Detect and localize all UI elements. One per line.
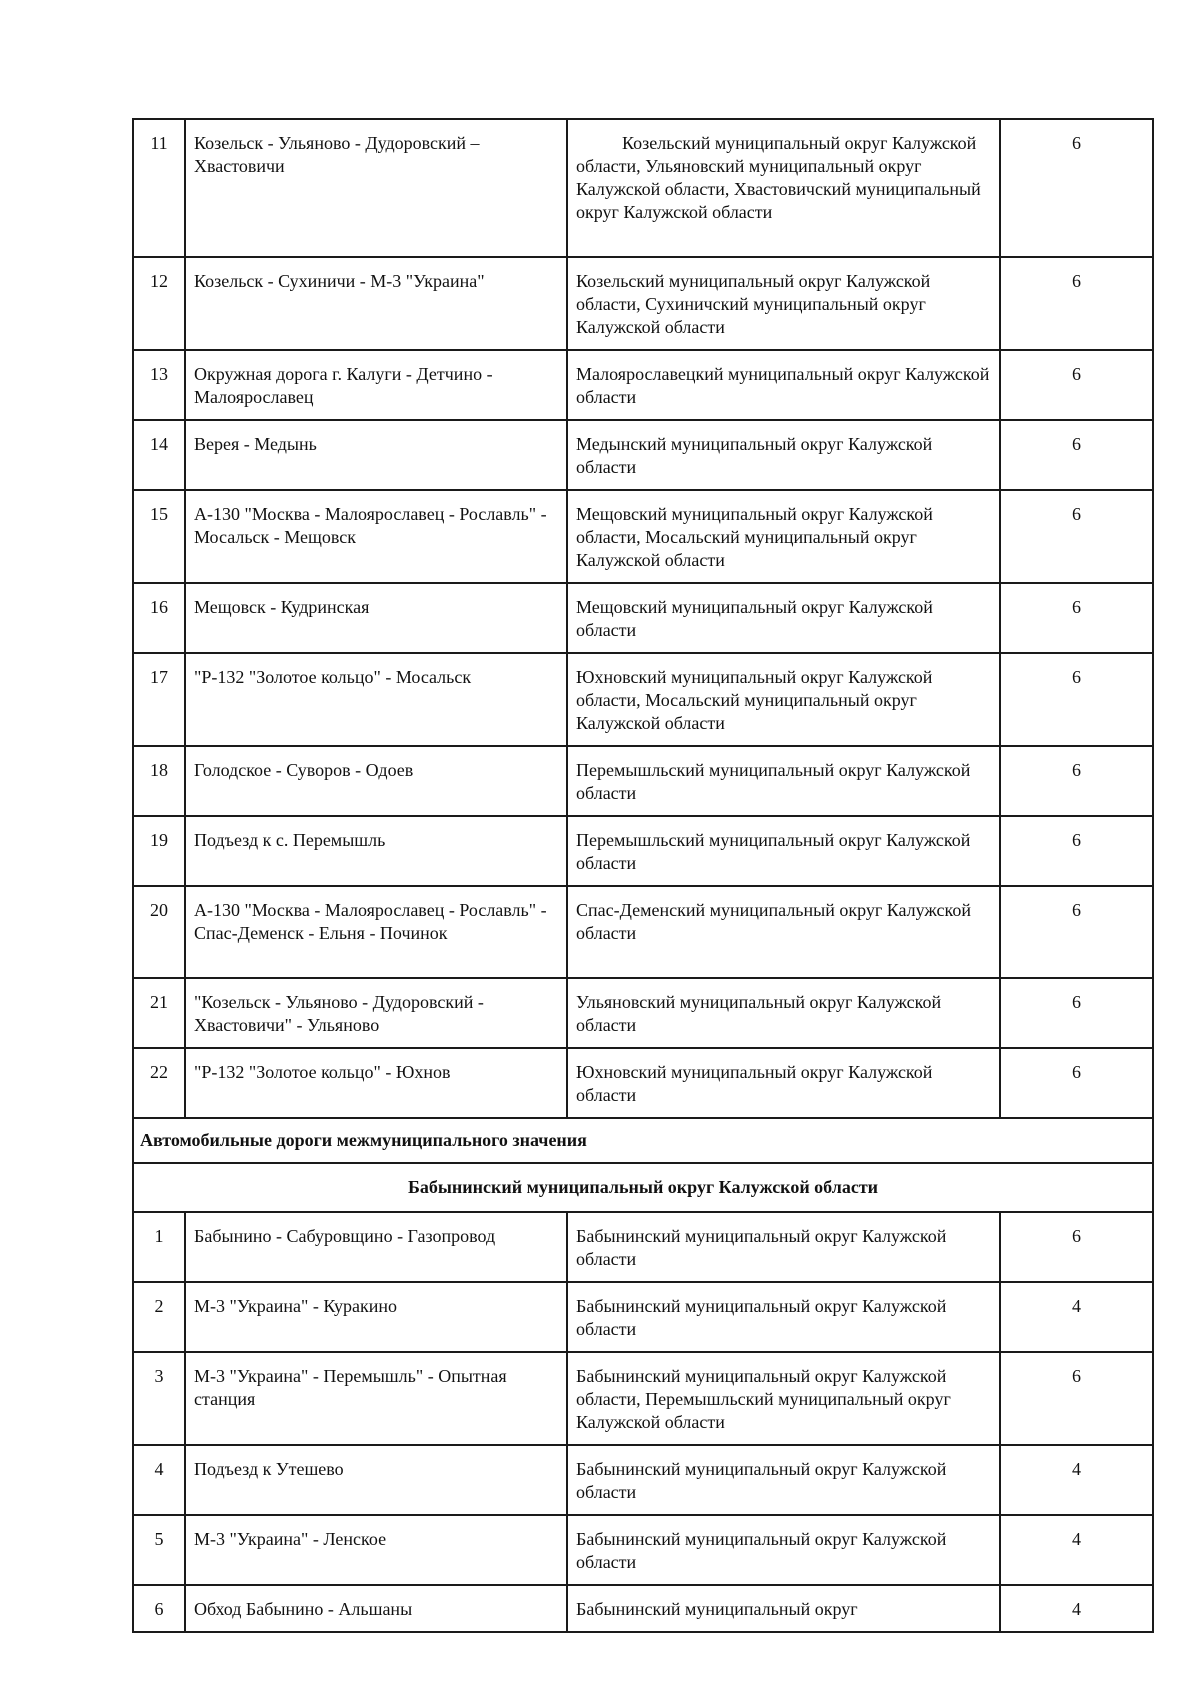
table-row <box>133 1515 1153 1585</box>
roads-table-body <box>133 119 1153 1632</box>
table-row <box>133 1352 1153 1445</box>
road-category: 6 <box>1000 257 1153 350</box>
road-category: 4 <box>1000 1515 1153 1585</box>
row-number: 1 <box>133 1212 185 1282</box>
road-name: Верея - Медынь <box>185 420 567 490</box>
table-row <box>133 490 1153 583</box>
road-category: 6 <box>1000 886 1153 978</box>
row-number: 16 <box>133 583 185 653</box>
row-number: 6 <box>133 1585 185 1632</box>
road-name: "Козельск - Ульяново - Дудоровский - Хвастовичи" - Ульяново <box>185 978 567 1048</box>
road-name: А-130 "Москва - Малоярославец - Рославль" - Мосальск - Мещовск <box>185 490 567 583</box>
road-category: 6 <box>1000 420 1153 490</box>
table-row <box>133 119 1153 257</box>
row-number: 20 <box>133 886 185 978</box>
row-number: 19 <box>133 816 185 886</box>
road-category: 6 <box>1000 1352 1153 1445</box>
road-category: 4 <box>1000 1585 1153 1632</box>
municipality: Малоярославецкий муниципальный округ Калужской области <box>567 350 1000 420</box>
row-number: 17 <box>133 653 185 746</box>
road-category: 6 <box>1000 350 1153 420</box>
table-row <box>133 420 1153 490</box>
row-number: 22 <box>133 1048 185 1118</box>
road-category: 6 <box>1000 653 1153 746</box>
municipality: Бабынинский муниципальный округ Калужской области <box>567 1445 1000 1515</box>
row-number: 2 <box>133 1282 185 1352</box>
section-title: Автомобильные дороги межмуниципального значения <box>133 1118 1153 1163</box>
municipality: Перемышльский муниципальный округ Калужской области <box>567 746 1000 816</box>
municipality: Бабынинский муниципальный округ Калужской области <box>567 1282 1000 1352</box>
table-row <box>133 1048 1153 1118</box>
municipality: Юхновский муниципальный округ Калужской области <box>567 1048 1000 1118</box>
municipality: Бабынинский муниципальный округ <box>567 1585 1000 1632</box>
row-number: 11 <box>133 119 185 257</box>
road-category: 6 <box>1000 119 1153 257</box>
municipality: Козельский муниципальный округ Калужской области, Ульяновский муниципальный округ Калужской области, Хвастовичский муниципальный округ Калужской области <box>567 119 1000 257</box>
table-row <box>133 1282 1153 1352</box>
table-row <box>133 978 1153 1048</box>
table-row <box>133 350 1153 420</box>
road-name: "Р-132 "Золотое кольцо" - Мосальск <box>185 653 567 746</box>
table-row <box>133 1585 1153 1632</box>
section-header-row <box>133 1118 1153 1163</box>
row-number: 12 <box>133 257 185 350</box>
table-row <box>133 257 1153 350</box>
road-name: Подъезд к Утешево <box>185 1445 567 1515</box>
road-category: 6 <box>1000 1212 1153 1282</box>
road-name: Окружная дорога г. Калуги - Детчино - Малоярославец <box>185 350 567 420</box>
road-name: Козельск - Ульяново - Дудоровский – Хвастовичи <box>185 119 567 257</box>
table-row <box>133 886 1153 978</box>
row-number: 4 <box>133 1445 185 1515</box>
municipality: Бабынинский муниципальный округ Калужской области <box>567 1515 1000 1585</box>
table-row <box>133 653 1153 746</box>
subsection-title: Бабынинский муниципальный округ Калужской области <box>133 1163 1153 1212</box>
road-name: Обход Бабынино - Альшаны <box>185 1585 567 1632</box>
municipality: Ульяновский муниципальный округ Калужской области <box>567 978 1000 1048</box>
road-name: "Р-132 "Золотое кольцо" - Юхнов <box>185 1048 567 1118</box>
municipality: Медынский муниципальный округ Калужской области <box>567 420 1000 490</box>
municipality: Перемышльский муниципальный округ Калужской области <box>567 816 1000 886</box>
municipality: Бабынинский муниципальный округ Калужской области, Перемышльский муниципальный округ Калужской области <box>567 1352 1000 1445</box>
table-row <box>133 816 1153 886</box>
road-name: А-130 "Москва - Малоярославец - Рославль" - Спас-Деменск - Ельня - Починок <box>185 886 567 978</box>
road-name: Козельск - Сухиничи - М-3 "Украина" <box>185 257 567 350</box>
road-category: 6 <box>1000 1048 1153 1118</box>
table-row <box>133 1212 1153 1282</box>
row-number: 14 <box>133 420 185 490</box>
subsection-header-row <box>133 1163 1153 1212</box>
road-name: М-3 "Украина" - Ленское <box>185 1515 567 1585</box>
road-name: Голодское - Суворов - Одоев <box>185 746 567 816</box>
municipality: Спас-Деменский муниципальный округ Калужской области <box>567 886 1000 978</box>
road-category: 4 <box>1000 1282 1153 1352</box>
roads-table <box>132 118 1154 1633</box>
road-category: 6 <box>1000 583 1153 653</box>
road-category: 6 <box>1000 490 1153 583</box>
road-name: Подъезд к с. Перемышль <box>185 816 567 886</box>
municipality: Мещовский муниципальный округ Калужской области, Мосальский муниципальный округ Калужской области <box>567 490 1000 583</box>
row-number: 13 <box>133 350 185 420</box>
row-number: 3 <box>133 1352 185 1445</box>
row-number: 21 <box>133 978 185 1048</box>
road-name: М-3 "Украина" - Куракино <box>185 1282 567 1352</box>
road-category: 6 <box>1000 746 1153 816</box>
table-row <box>133 746 1153 816</box>
road-category: 4 <box>1000 1445 1153 1515</box>
municipality: Козельский муниципальный округ Калужской области, Сухиничский муниципальный округ Калужской области <box>567 257 1000 350</box>
road-name: Мещовск - Кудринская <box>185 583 567 653</box>
road-category: 6 <box>1000 816 1153 886</box>
table-row <box>133 1445 1153 1515</box>
row-number: 15 <box>133 490 185 583</box>
road-category: 6 <box>1000 978 1153 1048</box>
road-name: Бабынино - Сабуровщино - Газопровод <box>185 1212 567 1282</box>
row-number: 18 <box>133 746 185 816</box>
municipality: Бабынинский муниципальный округ Калужской области <box>567 1212 1000 1282</box>
municipality: Мещовский муниципальный округ Калужской области <box>567 583 1000 653</box>
row-number: 5 <box>133 1515 185 1585</box>
municipality: Юхновский муниципальный округ Калужской области, Мосальский муниципальный округ Калужской области <box>567 653 1000 746</box>
road-name: М-3 "Украина" - Перемышль" - Опытная станция <box>185 1352 567 1445</box>
table-row <box>133 583 1153 653</box>
